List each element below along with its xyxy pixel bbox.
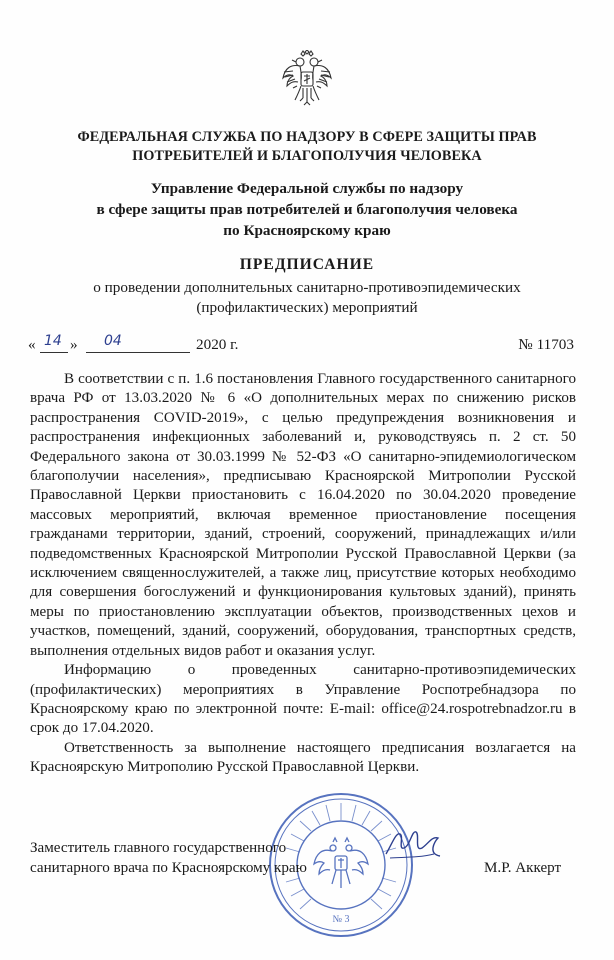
signatory-position bbox=[30, 838, 307, 878]
agency-line: ПОТРЕБИТЕЛЕЙ И БЛАГОПОЛУЧИЯ ЧЕЛОВЕКА bbox=[132, 148, 482, 164]
coat-of-arms-icon bbox=[281, 50, 333, 106]
date-day: 14 bbox=[44, 333, 62, 349]
date-year: 2020 г. bbox=[196, 336, 239, 353]
date-open-quote: « bbox=[28, 336, 36, 353]
document-body bbox=[30, 370, 576, 778]
subtitle-line: (профилактических) мероприятий bbox=[196, 299, 418, 316]
department-line: по Красноярскому краю bbox=[223, 222, 391, 239]
department-line: Управление Федеральной службы по надзору bbox=[150, 180, 464, 197]
stamp-number: № 3 bbox=[332, 914, 350, 925]
department-header bbox=[20, 178, 594, 241]
document-title: ПРЕДПИСАНИЕ bbox=[239, 256, 375, 273]
date-month-underline bbox=[86, 336, 190, 353]
position-line: Заместитель главного государственного bbox=[30, 840, 287, 856]
date-number-row bbox=[28, 333, 574, 358]
position-line: санитарного врача по Красноярскому краю bbox=[30, 860, 307, 876]
body-paragraph: Ответственность за выполнение настоящего предписания возлагается на Красноярскую Митрополию Русской Православной Церкви. bbox=[30, 739, 576, 776]
subtitle-line: о проведении дополнительных санитарно-противоэпидемических bbox=[93, 279, 521, 296]
agency-line: ФЕДЕРАЛЬНАЯ СЛУЖБА ПО НАДЗОРУ В СФЕРЕ ЗАЩИТЫ ПРАВ bbox=[77, 129, 537, 145]
document-number: № 11703 bbox=[518, 336, 574, 353]
department-line: в сфере защиты прав потребителей и благополучия человека bbox=[96, 201, 518, 218]
handwritten-signature bbox=[382, 824, 444, 864]
signatory-name: М.Р. Аккерт bbox=[484, 860, 562, 876]
date-month: 04 bbox=[104, 333, 122, 349]
agency-header bbox=[20, 128, 594, 166]
date-close-quote: » bbox=[70, 336, 78, 353]
document-subtitle bbox=[20, 278, 594, 318]
body-paragraph: В соответствии с п. 1.6 постановления Главного государственного санитарного врача РФ от 13.03.2020 № 6 «О дополнительных мерах по снижению рисков распространения COVID-2019», с целью предупреждения возникновения и распространения инфекционных заболеваний и, руководствуясь п. 2 ст. 50 Федерального закона от 30.03.1999 № 52-ФЗ «О санитарно-эпидемиологическом благополучии населения», предписываю Красноярской Митрополии Русской Православной Церкви приостановить с 16.04.2020 по 30.04.2020 проведение массовых мероприятий, включая временное приостановление посещения гражданами территории, зданий, строений, сооружений, принадлежащих и/или подведомственных Красноярской Митрополии Русской Православной Церкви (за исключением священнослужителей, а также лиц, присутствие которых необходимо для совершения богослужений и функционирования культовых зданий), принять меры по приостановлению эксплуатации объектов, производственных цехов и участков, помещений, зданий, сооружений, оборудования, транспортных средств, выполнения отдельных видов работ и оказания услуг. bbox=[30, 371, 576, 659]
body-paragraph: Информацию о проведенных санитарно-противоэпидемических (профилактических) мероприятиях в Управление Роспотребнадзора по Красноярскому краю по электронной почте: E-mail: office@24.rospotrebnadzor.ru в срок до 17.04.2020. bbox=[30, 662, 576, 737]
